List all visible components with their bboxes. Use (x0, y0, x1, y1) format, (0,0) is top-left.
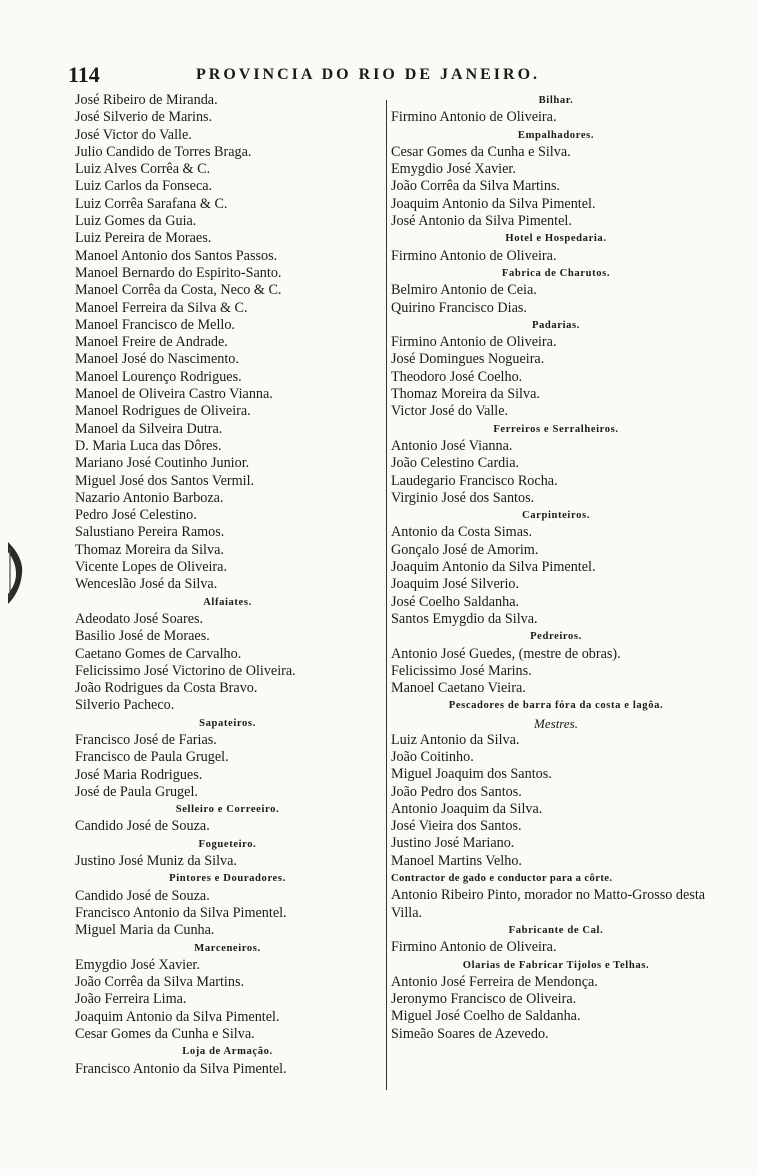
right-entry: Manoel Martins Velho. (391, 852, 522, 869)
left-entry: Candido José de Souza. (75, 887, 210, 904)
right-section-heading: Padarias. (531, 319, 581, 331)
right-entry: Justino José Mariano. (391, 835, 515, 852)
right-section-heading: Pescadores de barra fóra da costa e lagôa. (448, 700, 664, 712)
right-entry: Antonio José Guedes, (mestre de obras). (391, 645, 621, 662)
right-entry: João Corrêa da Silva Martins. (391, 178, 561, 195)
left-section-heading: Marceneiros. (194, 942, 261, 954)
page-number: 114 (68, 62, 100, 87)
left-entry: Adeodato José Soares. (75, 610, 204, 627)
left-entry: Manoel José do Nascimento. (75, 351, 239, 368)
left-entry: Manoel Francisco de Mello. (75, 316, 235, 333)
left-entry: Nazario Antonio Barboza. (75, 489, 224, 506)
right-entry: Antonio José Vianna. (391, 437, 513, 454)
running-title: PROVINCIA DO RIO DE JANEIRO. (196, 66, 541, 83)
left-entry: Thomaz Moreira da Silva. (75, 541, 224, 558)
left-entry: Francisco José de Farias. (75, 731, 217, 748)
left-entry: Francisco de Paula Grugel. (75, 749, 229, 766)
right-entry: João Celestino Cardia. (391, 455, 520, 472)
right-entry: João Coitinho. (391, 748, 474, 765)
right-entry: Luiz Antonio da Silva. (391, 731, 520, 748)
left-section-heading: Selleiro e Correeiro. (175, 804, 280, 816)
left-entry: José Victor do Valle. (75, 126, 192, 143)
left-entry: Francisco Antonio da Silva Pimentel. (75, 1060, 287, 1077)
right-entry: Antonio Joaquim da Silva. (391, 800, 543, 817)
right-entry: Firmino Antonio de Oliveira. (391, 109, 557, 126)
right-entry: Laudegario Francisco Rocha. (391, 472, 558, 489)
right-entry: José Vieira dos Santos. (391, 818, 522, 835)
right-section-heading: Empalhadores. (517, 129, 595, 141)
right-entry: Joaquim Antonio da Silva Pimentel. (391, 559, 596, 576)
left-entry: Manoel Freire de Andrade. (75, 334, 228, 351)
right-entry: João Pedro dos Santos. (391, 783, 522, 800)
right-entry: Joaquim Antonio da Silva Pimentel. (391, 195, 596, 212)
left-entry: Joaquim Antonio da Silva Pimentel. (75, 1008, 280, 1025)
right-entry: Thomaz Moreira da Silva. (391, 386, 540, 403)
left-entry: Manoel da Silveira Dutra. (75, 420, 223, 437)
left-column (75, 92, 380, 1078)
right-entry: Joaquim José Silverio. (391, 576, 520, 593)
left-entry: José Maria Rodrigues. (75, 766, 203, 783)
left-entry: Pedro José Celestino. (75, 507, 197, 524)
left-entry: José de Paula Grugel. (75, 783, 198, 800)
right-entry: José Coelho Saldanha. (391, 593, 520, 610)
right-entry: Antonio José Ferreira de Mendonça. (391, 973, 598, 990)
right-entry: José Domingues Nogueira. (391, 351, 545, 368)
left-entry: Luiz Alves Corrêa & C. (75, 161, 211, 178)
right-entry: Firmino Antonio de Oliveira. (391, 939, 557, 956)
right-entry: Miguel Joaquim dos Santos. (391, 766, 552, 783)
left-entry: João Corrêa da Silva Martins. (75, 974, 245, 991)
left-entry: José Ribeiro de Miranda. (75, 92, 218, 108)
left-entry: Manoel Bernardo do Espirito-Santo. (75, 264, 282, 281)
right-section-heading: Fabricante de Cal. (508, 924, 604, 936)
right-entry: Virginio José dos Santos. (391, 489, 535, 506)
right-section-heading: Carpinteiros. (522, 510, 590, 522)
right-section-heading: Fabrica de Charutos. (501, 267, 611, 279)
page-header (68, 60, 588, 90)
left-entry: Salustiano Pereira Ramos. (75, 524, 225, 541)
left-entry: Luiz Corrêa Sarafana & C. (75, 195, 228, 212)
left-section-heading: Fogueteiro. (198, 838, 257, 850)
right-entry: Antonio Ribeiro Pinto, morador no Matto-Grosso desta Villa. (391, 887, 706, 921)
left-entry: Luiz Pereira de Moraes. (75, 230, 212, 247)
right-entry: Jeronymo Francisco de Oliveira. (391, 991, 577, 1008)
left-section-heading: Pintores e Douradores. (169, 873, 286, 885)
left-entry: Cesar Gomes da Cunha e Silva. (75, 1026, 255, 1043)
right-entry: Firmino Antonio de Oliveira. (391, 334, 557, 351)
left-entry: João Rodrigues da Costa Bravo. (75, 680, 258, 697)
right-entry: Quirino Francisco Dias. (391, 299, 527, 316)
right-entry: Belmiro Antonio de Ceia. (391, 282, 537, 299)
right-section-heading: Contractor de gado e conductor para a côrte. (391, 873, 613, 885)
left-entry: Manoel Lourenço Rodrigues. (75, 368, 242, 385)
left-entry: Julio Candido de Torres Braga. (75, 143, 252, 160)
left-entry: Basilio José de Moraes. (75, 628, 210, 645)
left-entry: José Silverio de Marins. (75, 109, 213, 126)
left-section-heading: Alfaiates. (203, 596, 252, 608)
left-entry: Emygdio José Xavier. (75, 956, 200, 973)
left-entry: Vicente Lopes de Oliveira. (75, 559, 227, 576)
left-entry: Wenceslão José da Silva. (75, 576, 218, 593)
left-entry: Manoel Ferreira da Silva & C. (75, 299, 248, 316)
left-entry: Candido José de Souza. (75, 818, 210, 835)
left-entry: Manoel de Oliveira Castro Vianna. (75, 386, 273, 403)
right-section-heading: Olarias de Fabricar Tijolos e Telhas. (462, 959, 650, 971)
left-entry: Manoel Corrêa da Costa, Neco & C. (75, 282, 282, 299)
right-section-heading: Bilhar. (538, 95, 574, 106)
left-entry: Miguel José dos Santos Vermil. (75, 472, 255, 489)
right-entry: Gonçalo José de Amorim. (391, 541, 539, 558)
left-entry: João Ferreira Lima. (75, 991, 187, 1008)
right-section-heading: Ferreiros e Serralheiros. (493, 423, 619, 435)
right-entry: Manoel Caetano Vieira. (391, 680, 526, 697)
left-entry: Francisco Antonio da Silva Pimentel. (75, 904, 287, 921)
left-entry: Manoel Antonio dos Santos Passos. (75, 247, 278, 264)
left-entry: Luiz Gomes da Guia. (75, 213, 197, 230)
binding-ornament-icon (6, 538, 28, 608)
right-entry: Firmino Antonio de Oliveira. (391, 247, 557, 264)
right-entry: Victor José do Valle. (391, 403, 509, 420)
left-entry: Miguel Maria da Cunha. (75, 922, 215, 939)
right-entry: José Antonio da Silva Pimentel. (391, 213, 572, 230)
left-entry: Mariano José Coutinho Junior. (75, 455, 250, 472)
left-entry: Felicissimo José Victorino de Oliveira. (75, 662, 296, 679)
right-entry: Simeão Soares de Azevedo. (391, 1025, 549, 1042)
right-entry: Felicissimo José Marins. (391, 662, 532, 679)
column-divider (386, 100, 387, 1090)
left-section-heading: Loja de Armação. (182, 1046, 273, 1058)
left-entry: Silverio Pacheco. (75, 697, 175, 714)
right-entry: Theodoro José Coelho. (391, 368, 523, 385)
left-entry: Justino José Muniz da Silva. (75, 853, 237, 870)
right-entry: Emygdio José Xavier. (391, 161, 516, 178)
right-section-heading: Hotel e Hospedaria. (505, 233, 607, 245)
right-section-heading: Pedreiros. (530, 631, 582, 643)
left-section-heading: Sapateiros. (199, 717, 256, 729)
right-entry: Miguel José Coelho de Saldanha. (391, 1008, 581, 1025)
left-entry: Caetano Gomes de Carvalho. (75, 645, 242, 662)
left-entry: Luiz Carlos da Fonseca. (75, 178, 213, 195)
right-entry: Santos Emygdio da Silva. (391, 610, 538, 627)
right-column (391, 92, 721, 1043)
right-entry: Cesar Gomes da Cunha e Silva. (391, 143, 571, 160)
right-entry: Antonio da Costa Simas. (391, 524, 533, 541)
left-entry: D. Maria Luca das Dôres. (75, 437, 222, 454)
left-entry: Manoel Rodrigues de Oliveira. (75, 403, 251, 420)
right-subheading: Mestres. (534, 715, 578, 731)
